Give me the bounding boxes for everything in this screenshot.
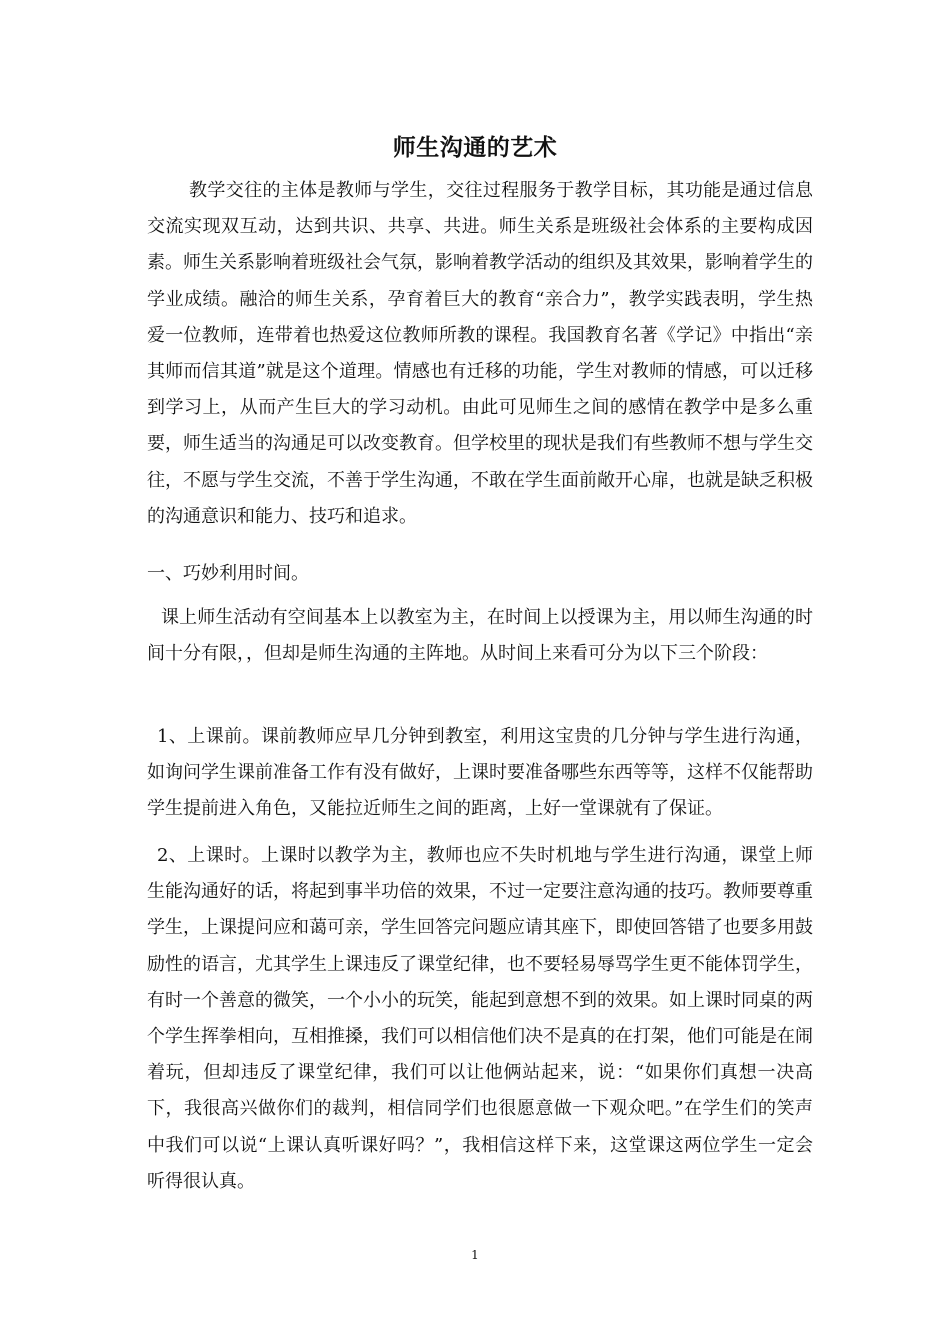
intro-paragraph: 教学交往的主体是教师与学生，交往过程服务于教学目标，其功能是通过信息交流实现双互动，达到共识、共享、共进。师生关系是班级社会体系的主要构成因素。师生关系影响着班级社会气氛，影响着教学活动的组织及其效果，影响着学生的学业成绩。融洽的师生关系，孕育着巨大的教育“亲合力”，教学实践表明，学生热爱一位教师，连带着也热爱这位教师所教的课程。我国教育名著《学记》中指出“亲其师而信其道”就是这个道理。情感也有迁移的功能，学生对教师的情感，可以迁移到学习上，从而产生巨大的学习动机。由此可见师生之间的感情在教学中是多么重要，师生适当的沟通足可以改变教育。但学校里的现状是我们有些教师不想与学生交往，不愿与学生交流，不善于学生沟通，不敢在学生面前敞开心扉，也就是缺乏积极的沟通意识和能力、技巧和追求。 [147,180,813,527]
section-heading: 一、巧妙利用时间。 [147,563,309,584]
list-item-during-class: 2、上课时。上课时以教学为主，教师也应不失时机地与学生进行沟通，课堂上师生能沟通好的话，将起到事半功倍的效果，不过一定要注意沟通的技巧。教师要尊重学生，上课提问应和蔼可亲，学生回答完问题应请其座下，即使回答错了也要多用鼓励性的语言，尤其学生上课违反了课堂纪律，也不要轻易辱骂学生更不能体罚学生，有时一个善意的微笑，一个小小的玩笑，能起到意想不到的效果。如上课时同桌的两个学生挥拳相向，互相推搡，我们可以相信他们决不是真的在打架，他们可能是在闹着玩，但却违反了课堂纪律，我们可以让他俩站起来，说：“如果你们真想一决高下，我很高兴做你们的裁判，相信同学们也很愿意做一下观众吧。”在学生们的笑声中我们可以说“上课认真听课好吗？”，我相信这样下来，这堂课这两位学生一定会听得很认真。 [147,845,813,1192]
time-intro-paragraph: 课上师生活动有空间基本上以教室为主，在时间上以授课为主，用以师生沟通的时间十分有限，，但却是师生沟通的主阵地。从时间上来看可分为以下三个阶段： [147,607,813,665]
page-number: 1 [471,1248,479,1262]
list-item-before-class: 1、上课前。课前教师应早几分钟到教室，利用这宝贵的几分钟与学生进行沟通，如询问学生课前准备工作有没有做好，上课时要准备哪些东西等等，这样不仅能帮助学生提前进入角色，又能拉近师生之间的距离，上好一堂课就有了保证。 [147,726,813,820]
document-title: 师生沟通的艺术 [392,135,558,161]
